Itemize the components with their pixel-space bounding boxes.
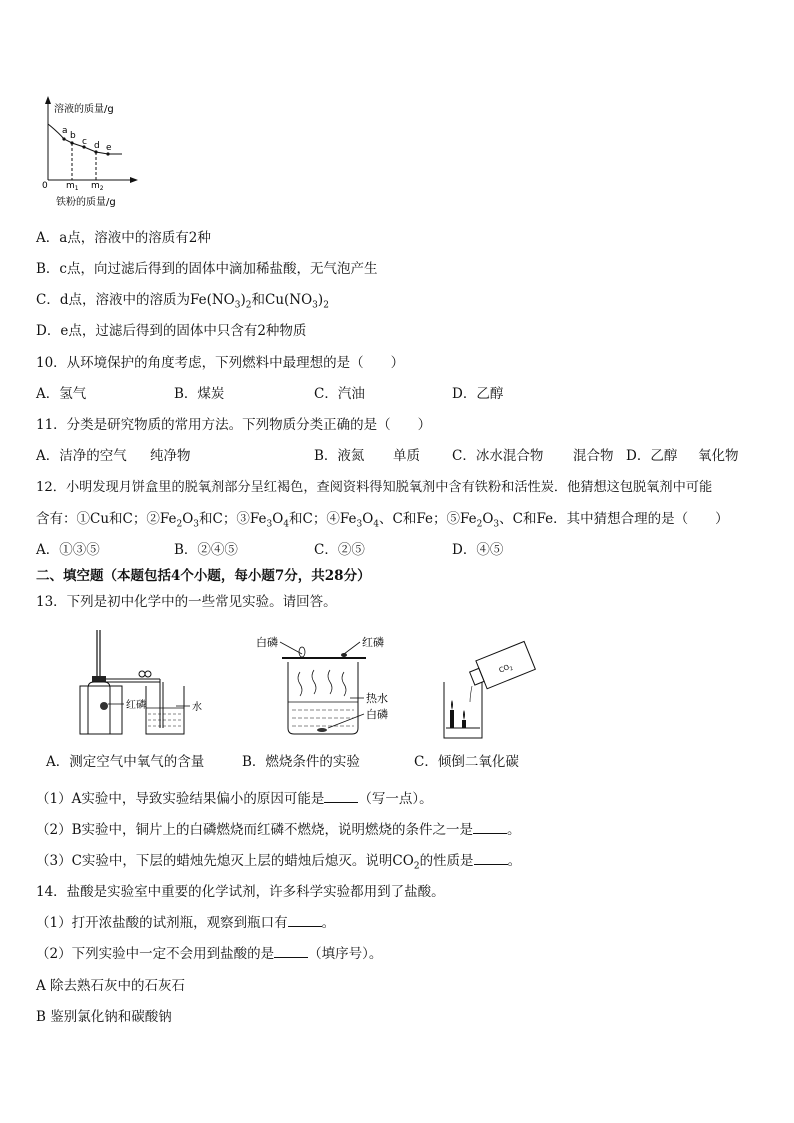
label-a: a xyxy=(62,126,68,136)
q14-option-b: B 鉴别氯化钠和碳酸钠 xyxy=(36,1009,172,1025)
q12-stem-line2: 含有：①Cu和C；$②Fe_2O_3$和C；$③Fe_3O_4$和C；$④Fe_3O_4$、C和Fe；$⑤Fe_2O_3$、C和Fe．其中猜想合理的是（ ） xyxy=(36,511,729,530)
q14-part1: （1）打开浓盐酸的试剂瓶，观察到瓶口有 。 xyxy=(36,915,336,931)
section-heading: 二、填空题（本题包括4个小题，每小题7分，共28分） xyxy=(36,568,371,584)
q12-option-a: A．①③⑤ xyxy=(36,542,100,558)
q11-option-a: A．洁净的空气 xyxy=(36,448,127,464)
q12-option-c: C．②⑤ xyxy=(314,542,365,558)
q12-option-b: B．②④⑤ xyxy=(174,542,238,558)
q14-part2: （2）下列实验中一定不会用到盐酸的是 （填序号）。 xyxy=(36,946,383,962)
graph-xlabel: 铁粉的质量/g xyxy=(56,197,116,208)
q11-option-c-class: 混合物 xyxy=(573,448,614,464)
figure-a-apparatus xyxy=(76,630,216,740)
q12-option-d: D．④⑤ xyxy=(452,542,504,558)
origin-label: 0 xyxy=(42,181,48,191)
figure-c-caption: C．倾倒二氧化碳 xyxy=(414,754,519,770)
q13-part3: （3）C实验中，下层的蜡烛先熄灭上层的蜡烛后熄灭。说明$CO_2$的性质是 。 xyxy=(36,853,522,872)
answer-blank xyxy=(474,852,508,865)
svg-text:热水: 热水 xyxy=(366,692,388,705)
answer-blank xyxy=(324,790,358,803)
graph-ylabel: 溶液的质量/g xyxy=(54,104,114,115)
svg-text:白磷: 白磷 xyxy=(256,636,278,649)
svg-text:水: 水 xyxy=(192,702,202,713)
q11-option-c: C．冰水混合物 xyxy=(452,448,544,464)
q14-option-a: A 除去熟石灰中的石灰石 xyxy=(36,978,186,994)
q9-option-c: C．d点，溶液中的溶质为$Fe(NO_3)_2$和$Cu(NO_3)_2$ xyxy=(36,292,329,311)
q12-stem-line1: 12．小明发现月饼盒里的脱氧剂部分呈红褐色，查阅资料得知脱氧剂中含有铁粉和活性炭．他猜想这包脱氧剂中可能 xyxy=(36,480,713,495)
q10-option-c: C．汽油 xyxy=(314,386,365,402)
figure-b-apparatus xyxy=(252,632,402,742)
figure-b-caption: B．燃烧条件的实验 xyxy=(242,754,360,770)
q13-part1: （1）A实验中，导致实验结果偏小的原因可能是 （写一点）。 xyxy=(36,791,433,807)
answer-blank xyxy=(473,821,507,834)
q11-option-b-class: 单质 xyxy=(393,448,420,464)
answer-blank xyxy=(274,945,308,958)
m2-label: $m_2$ xyxy=(91,181,104,192)
figure-c-apparatus xyxy=(436,636,536,742)
label-b: b xyxy=(70,131,76,141)
svg-text:白磷: 白磷 xyxy=(366,708,388,721)
solution-mass-graph xyxy=(36,92,146,214)
q11-option-a-class: 纯净物 xyxy=(150,448,191,464)
q10-stem: 10．从环境保护的角度考虑，下列燃料中最理想的是（ ） xyxy=(36,355,405,371)
svg-text:CO2: $CO_2$ xyxy=(497,663,515,675)
q10-option-d: D．乙醇 xyxy=(452,386,504,402)
y-axis-arrow xyxy=(45,96,51,104)
q9-option-b: B．c点，向过滤后得到的固体中滴加稀盐酸，无气泡产生 xyxy=(36,261,378,277)
label-e: e xyxy=(106,143,112,153)
q11-stem: 11．分类是研究物质的常用方法。下列物质分类正确的是（ ） xyxy=(36,417,432,433)
q11-option-b: B．液氮 xyxy=(314,448,365,464)
q14-stem: 14．盐酸是实验室中重要的化学试剂，许多科学实验都用到了盐酸。 xyxy=(36,884,445,900)
x-axis-arrow xyxy=(130,177,138,183)
q9-option-d: D．e点，过滤后得到的固体中只含有2种物质 xyxy=(36,323,307,339)
q11-option-d: D．乙醇 xyxy=(626,448,678,464)
svg-text:红磷: 红磷 xyxy=(362,636,384,649)
answer-blank xyxy=(288,914,322,927)
q11-option-d-class: 氧化物 xyxy=(698,448,739,464)
m1-label: $m_1$ xyxy=(66,181,79,192)
q13-stem: 13．下列是初中化学中的一些常见实验。请回答。 xyxy=(36,594,337,610)
q10-option-b: B．煤炭 xyxy=(174,386,225,402)
label-d: d xyxy=(94,141,100,151)
q13-part2: （2）B实验中，铜片上的白磷燃烧而红磷不燃烧，说明燃烧的条件之一是 。 xyxy=(36,822,521,838)
q9-option-a: A．a点，溶液中的溶质有2种 xyxy=(36,230,211,246)
q10-option-a: A．氢气 xyxy=(36,386,87,402)
figure-a-caption: A．测定空气中氧气的含量 xyxy=(46,754,205,770)
point-a xyxy=(62,137,65,140)
label-c: c xyxy=(82,137,87,147)
svg-text:红磷: 红磷 xyxy=(126,700,146,711)
